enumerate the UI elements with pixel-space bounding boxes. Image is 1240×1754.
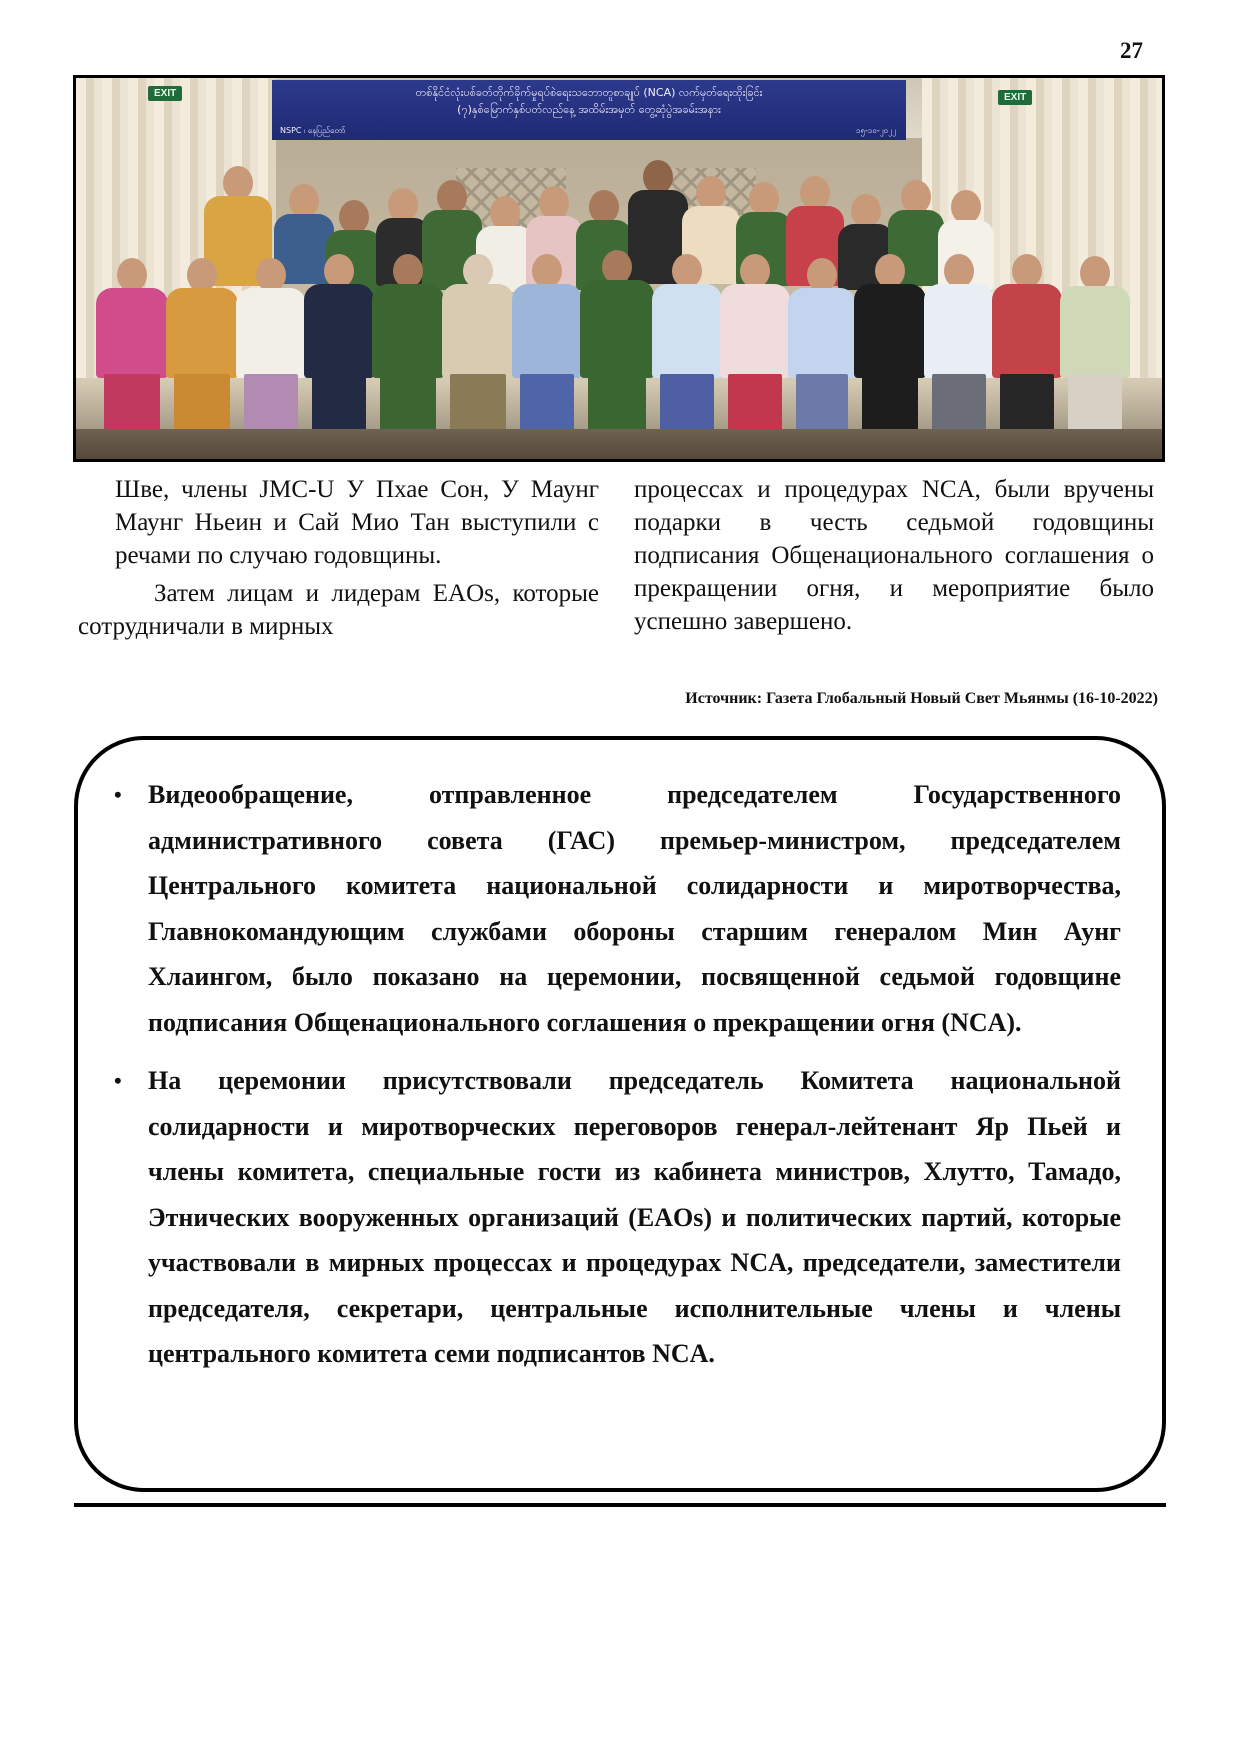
exit-sign: EXIT [998,90,1032,105]
person [166,258,238,378]
page-number: 27 [1120,38,1143,63]
banner-line: (၇)နှစ်မြောက်နှစ်ပတ်လည်နေ့ အထိမ်းအမှတ် တွေ့ဆုံပွဲအခမ်းအနား [457,103,721,116]
person [442,254,514,378]
bullet-list [114,772,1121,1377]
paragraph: процессах и процедурах NCA, были вручены подарки в честь седьмой годовщины подписания Общенационального соглашения о прекращении огня, и мероприятие было успешно завершено. [634,476,1154,635]
person [96,258,168,378]
article-left-column [78,473,599,643]
bullet-text: Видеообращение, отправленное председателем Государственного административного совета (ГАС) премьер-министром, председателем Центрального комитета национальной солидарности и миротворчества, Главнокомандующим службами обороны старшим генералом Мин Аунг Хлаингом, было показано на церемонии, посвященной седьмой годовщине подписания Общенационального соглашения о прекращении огня (NCA). [148,780,1121,1037]
bullet-icon: • [114,782,122,807]
paragraph: Шве, члены JMC-U У Пхае Сон, У Маунг Маунг Ньеин и Сай Мио Тан выступили с речами по случаю годовщины. [115,476,599,569]
list-item [114,1058,1121,1377]
article-right-column [634,473,1154,638]
person [236,258,306,378]
person [720,254,790,378]
source-citation: Источник: Газета Глобальный Новый Свет Мьянмы (16-10-2022) [685,690,1158,707]
group-photo [73,75,1165,462]
person [992,254,1062,378]
person [652,254,722,378]
person [1060,256,1130,378]
banner-date: ၁၅-၁၀-၂၀၂၂ [855,126,896,135]
person [580,250,654,378]
person [304,254,374,378]
person [788,258,856,378]
exit-sign: EXIT [148,86,182,101]
banner-org: NSPC ၊ နေပြည်တော် [280,126,346,135]
person [372,254,444,378]
person [924,254,994,378]
bullet-text: На церемонии присутствовали председатель Комитета национальной солидарности и миротворческих переговоров генерал-лейтенант Яр Пьей и члены комитета, специальные гости из кабинета министров, Хлутто, Тамадо, Этнических вооруженных организаций (EAOs) и политических партий, которые участвовали в мирных процессах и процедурах NCA, председатели, заместители председателя, секретари, центральные исполнительные члены и члены центрального комитета семи подписантов NCA. [148,1066,1121,1368]
paragraph: Затем лицам и лидерам EAOs, которые сотрудничали в мирных [78,580,599,640]
list-item [114,772,1121,1045]
event-banner [272,80,906,140]
person [512,254,582,378]
banner-line: တစ်နိုင်ငံလုံးပစ်ခတ်တိုက်ခိုက်မှုရပ်စဲရေးသဘောတူစာချုပ် (NCA) လက်မှတ်ရေးထိုးခြင်း [415,86,763,99]
bullet-icon: • [114,1068,122,1093]
highlight-box [74,736,1166,1492]
horizontal-rule [74,1503,1166,1507]
carpet [76,429,1162,459]
person [854,254,926,378]
